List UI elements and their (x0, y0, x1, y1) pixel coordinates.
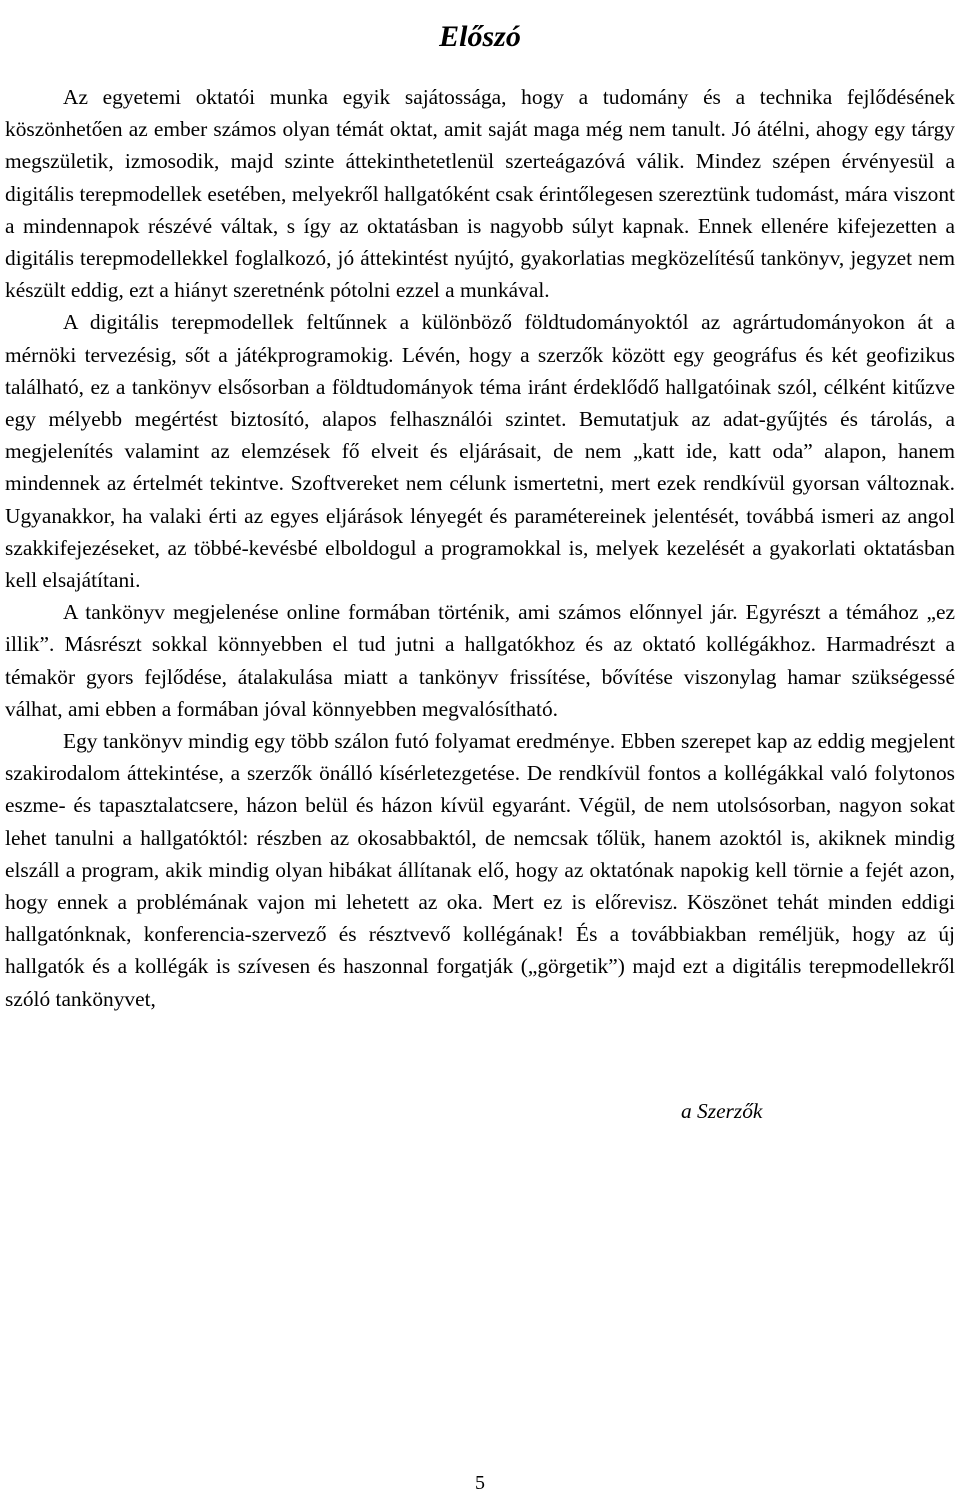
signature: a Szerzők (681, 1099, 763, 1123)
body-text (5, 81, 955, 1015)
paragraph: Egy tankönyv mindig egy több szálon futó folyamat eredménye. Ebben szerepet kap az eddig megjelent szakirodalom áttekintése, a szerzők önálló kísérletezgetése. De rendkívül fontos a kollégákkal való folytonos eszme- és tapasztalatcsere, házon belül és házon kívül egyaránt. Végül, de nem utolsósorban, nagyon sokat lehet tanulni a hallgatóktól: részben az okosabbaktól, de nemcsak tőlük, hanem azoktól is, akiknek mindig elszáll a program, akik mindig olyan hibákat állítanak elő, hogy az oktatónak napokig kell törnie a fejét azon, hogy ennek a problémának vajon mi lehetett az oka. Mert ez is előrevisz. Köszönet tehát minden eddigi hallgatónknak, konferencia-szervező és résztvevő kollégának! És a továbbiakban reméljük, hogy az új hallgatók és a kollégák is szívesen és haszonnal forgatják („görgetik”) majd ezt a digitális terepmodellekről szóló tankönyvet, (5, 729, 955, 1011)
paragraph: A digitális terepmodellek feltűnnek a különböző földtudományoktól az agrártudományokon át a mérnöki tervezésig, sőt a játékprogramokig. Lévén, hogy a szerzők között egy geográfus és két geofizikus található, ez a tankönyv elsősorban a földtudományok téma iránt érdeklődő hallgatóinak szól, célként kitűzve egy mélyebb megértést biztosító, alapos felhasználói szintet. Bemutatjuk az adat-gyűjtés és tárolás, a megjelenítés valamint az elemzések fő elveit és eljárásait, de nem „katt ide, katt oda” alapon, hanem mindennek az értelmét tekintve. Szoftvereket nem célunk ismertetni, mert ezek rendkívül gyorsan változnak. Ugyanakkor, ha valaki érti az egyes eljárások lényegét és paramétereinek jelentését, továbbá ismeri az angol szakkifejezéseket, az többé-kevésbé elboldogul a programokkal is, melyek kezelését a gyakorlati oktatásban kell elsajátítani. (5, 310, 955, 593)
paragraph: Az egyetemi oktatói munka egyik sajátossága, hogy a tudomány és a technika fejlődésének köszönhetően az ember számos olyan témát oktat, amit saját maga még nem tanult. Jó átélni, ahogy egy tárgy megszületik, izmosodik, majd szinte áttekinthetetlenül szerteágazóvá válik. Mindez szépen érvényesül a digitális terepmodellek esetében, melyekről hallgatóként csak érintőlegesen szereztünk tudomást, mára viszont a mindennapok részévé váltak, s így az oktatásban is nagyobb súlyt kapnak. Ennek ellenére kifejezetten a digitális terepmodellekkel foglalkozó, jó áttekintést nyújtó, gyakorlatias megközelítésű tankönyv, jegyzet nem készült eddig, ezt a hiányt szeretnénk pótolni ezzel a munkával. (5, 85, 955, 303)
paragraph: A tankönyv megjelenése online formában történik, ami számos előnnyel jár. Egyrészt a témához „ez illik”. Másrészt sokkal könnyebben el tud jutni a hallgatókhoz és az oktató kollégákhoz. Harmadrészt a témakör gyors fejlődése, átalakulása miatt a tankönyv frissítése, bővítése viszonylag hamar szükségessé válhat, ami ebben a formában jóval könnyebben megvalósítható. (5, 600, 955, 721)
page-number: 5 (475, 1472, 485, 1494)
page-title: Előszó (439, 20, 521, 54)
